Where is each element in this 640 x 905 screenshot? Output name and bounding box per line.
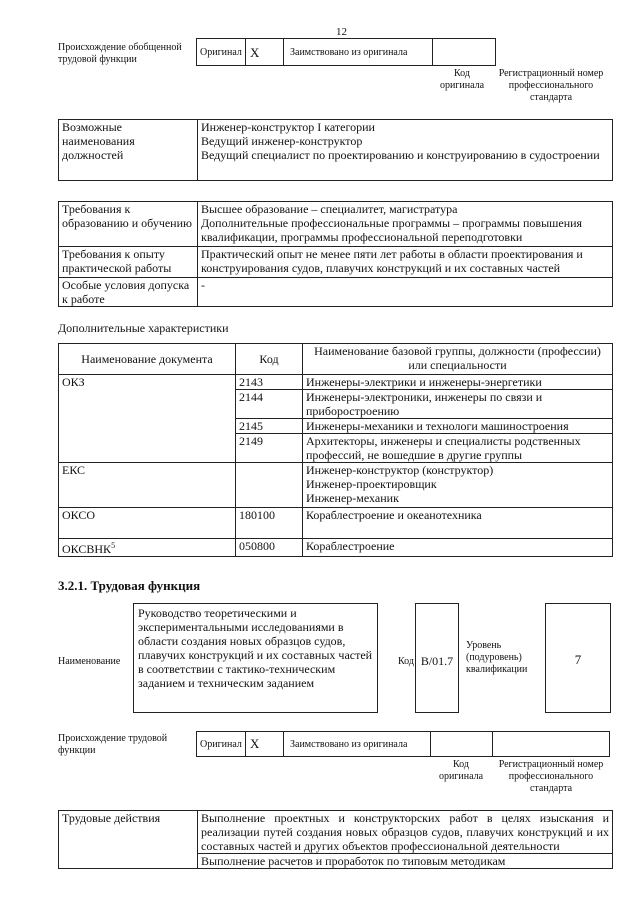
page-number: 12 xyxy=(336,26,347,38)
okz-code: 2144 xyxy=(236,390,303,419)
level-label: Уровень (подуровень) квалификации xyxy=(466,640,528,675)
reg-number-label-2: Регистрационный номер профессионального стандарта xyxy=(498,759,604,794)
req-line: Высшее образование – специалитет, магистратура xyxy=(201,202,458,216)
doc-okso: ОКСО xyxy=(59,508,236,539)
doc-eks: ЕКС xyxy=(59,463,236,508)
additional-title: Дополнительные характеристики xyxy=(58,321,229,335)
reg-number-label: Регистрационный номер профессионального стандарта xyxy=(498,68,604,103)
okso-name: Кораблестроение и океанотехника xyxy=(303,508,613,539)
okz-name: Инженеры-механики и технологи машиностроения xyxy=(303,419,613,434)
function-heading: 3.2.1. Трудовая функция xyxy=(58,578,201,593)
positions-table xyxy=(58,119,613,181)
borrowed-label-2: Заимствовано из оригинала xyxy=(290,739,408,750)
origin-label: Происхождение обобщенной трудовой функции xyxy=(58,42,182,65)
positions-list xyxy=(198,120,613,181)
original-label-2: Оригинал xyxy=(200,739,242,750)
additional-table xyxy=(58,343,613,557)
eks-code xyxy=(236,463,303,508)
function-code-label: Код xyxy=(398,656,414,667)
code-original-label-2: Код оригинала xyxy=(438,759,484,782)
positions-label: Возможные наименования должностей xyxy=(59,120,198,181)
position-item: Инженер-конструктор I категории xyxy=(201,120,375,134)
oksvnk-code: 050800 xyxy=(236,539,303,557)
eks-name: Инженер-проектировщик xyxy=(306,477,437,491)
action-item: Выполнение расчетов и проработок по типовым методикам xyxy=(198,854,613,869)
okz-name: Архитекторы, инженеры и специалисты родственных профессий, не вошедшие в другие группы xyxy=(303,434,613,463)
okz-code: 2145 xyxy=(236,419,303,434)
req-experience-value: Практический опыт не менее пяти лет работы в области проектирования и конструирования судов, плавучих конструкций и их составных частей xyxy=(198,247,613,278)
oksvnk-label: ОКСВНК xyxy=(62,542,112,556)
eks-names xyxy=(303,463,613,508)
borrowed-label: Заимствовано из оригинала xyxy=(290,47,408,58)
divider xyxy=(432,38,433,66)
req-line: Дополнительные профессиональные программы – программы повышения квалификации, программы профессиональной переподготовки xyxy=(201,216,583,244)
original-mark-2: X xyxy=(250,736,260,751)
code-original-label: Код оригинала xyxy=(439,68,485,91)
function-name-label: Наименование xyxy=(58,656,121,667)
original-mark: X xyxy=(250,45,260,60)
header-doc: Наименование документа xyxy=(59,344,236,375)
oksvnk-name: Кораблестроение xyxy=(303,539,613,557)
actions-table xyxy=(58,810,613,869)
original-label: Оригинал xyxy=(200,47,242,58)
req-special-label: Особые условия допуска к работе xyxy=(59,278,198,307)
actions-label: Трудовые действия xyxy=(59,811,198,869)
level-box: 7 xyxy=(545,603,611,713)
eks-name: Инженер-конструктор (конструктор) xyxy=(306,463,494,477)
function-name-box: Руководство теоретическими и экспериментальными исследованиями в области создания новых образцов судов, плавучих конструкций и их составных частей в соответствии с тактико-техническим заданием и техническим заданием xyxy=(133,603,378,713)
header-code: Код xyxy=(236,344,303,375)
okz-code: 2149 xyxy=(236,434,303,463)
okso-code: 180100 xyxy=(236,508,303,539)
okz-code: 2143 xyxy=(236,375,303,390)
req-experience-label: Требования к опыту практической работы xyxy=(59,247,198,278)
divider xyxy=(430,731,431,757)
divider xyxy=(492,731,493,757)
footnote-ref: 5 xyxy=(111,541,116,550)
position-item: Ведущий инженер-конструктор xyxy=(201,134,363,148)
okz-name: Инженеры-электрики и инженеры-энергетики xyxy=(303,375,613,390)
function-code-box: B/01.7 xyxy=(415,603,459,713)
doc-oksvnk xyxy=(59,539,236,557)
req-special-value: - xyxy=(198,278,613,307)
doc-okz: ОКЗ xyxy=(59,375,236,463)
req-education-value xyxy=(198,202,613,247)
req-education-label: Требования к образованию и обучению xyxy=(59,202,198,247)
action-item: Выполнение проектных и конструкторских работ в целях изыскания и реализации путей создания новых образцов судов, плавучих конструкций и их составных частей и других объектов профессиональной деятельности xyxy=(198,811,613,854)
requirements-table xyxy=(58,201,613,307)
header-name: Наименование базовой группы, должности (профессии) или специальности xyxy=(303,344,613,375)
eks-name: Инженер-механик xyxy=(306,491,399,505)
okz-name: Инженеры-электроники, инженеры по связи и приборостроению xyxy=(303,390,613,419)
position-item: Ведущий специалист по проектированию и конструированию в судостроении xyxy=(201,148,600,162)
origin2-label: Происхождение трудовой функции xyxy=(58,733,168,756)
